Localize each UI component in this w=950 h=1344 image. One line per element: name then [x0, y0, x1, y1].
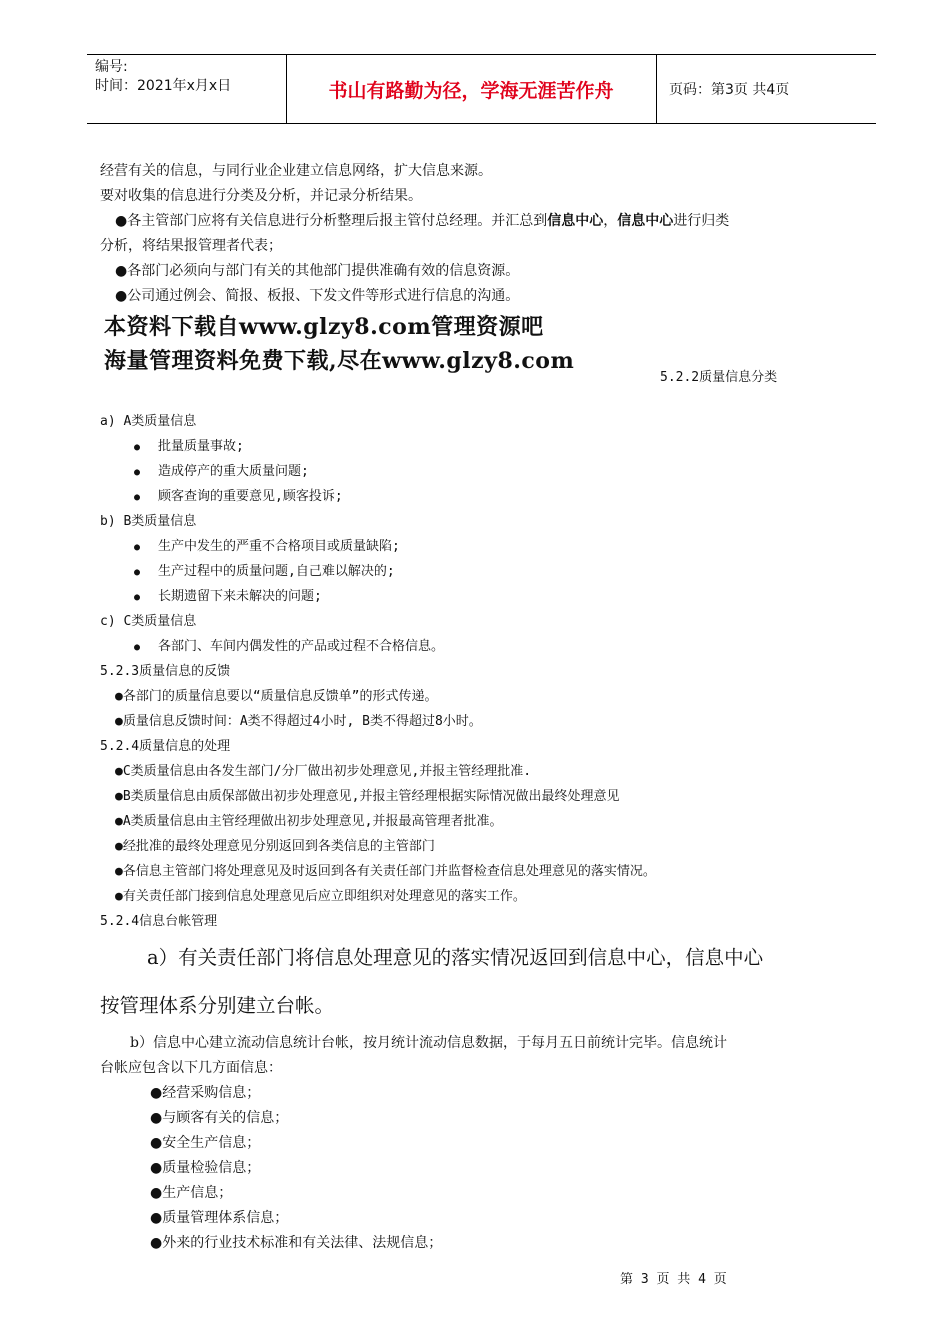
class-a-label: a) A类质量信息: [100, 414, 197, 429]
class-a-item-2: ● 造成停产的重大质量问题;: [134, 464, 309, 479]
class-c-item-1: ● 各部门、车间内偶发性的产品或过程不合格信息。: [134, 639, 445, 654]
ledger-list-item-4: ●质量检验信息；: [150, 1160, 261, 1176]
handling-5: ●各信息主管部门将处理意见及时返回到各有关责任部门并监督检查信息处理意见的落实情况。: [115, 864, 656, 879]
section-5-2-4-ledger: 5.2.4信息台帐管理: [100, 914, 218, 929]
ledger-list-item-1: ●经营采购信息；: [150, 1085, 261, 1101]
ledger-b-line-2: 台帐应包含以下几方面信息：: [100, 1060, 282, 1076]
class-c-label: c) C类质量信息: [100, 614, 197, 629]
bullet-1-continued: 分析，将结果报管理者代表；: [100, 238, 282, 254]
header-divider-right: [656, 55, 657, 123]
handling-2: ●B类质量信息由质保部做出初步处理意见,并报主管经理根据实际情况做出最终处理意见: [115, 789, 620, 804]
bullet-1-post: 进行归类: [673, 213, 730, 229]
bullet-dot-icon: ●: [134, 467, 141, 478]
bullet-1-bold-1: 信息中心: [547, 213, 604, 229]
class-a-item-1: ● 批量质量事故;: [134, 439, 244, 454]
bullet-1-mid: ，: [603, 213, 618, 229]
ledger-list-item-5: ●生产信息；: [150, 1185, 233, 1201]
feedback-1: ●各部门的质量信息要以“质量信息反馈单”的形式传递。: [115, 689, 438, 704]
class-b-item-1: ● 生产中发生的严重不合格项目或质量缺陷;: [134, 539, 400, 554]
bullet-1-pre: ●各主管部门应将有关信息进行分析整理后报主管付总经理。并汇总到: [115, 213, 548, 229]
class-b-label: b) B类质量信息: [100, 514, 197, 529]
bullet-1: [115, 210, 729, 230]
bullet-dot-icon: ●: [134, 442, 141, 453]
class-b-item-3: ● 长期遗留下来未解决的问题;: [134, 589, 322, 604]
bullet-2: ●各部门必须向与部门有关的其他部门提供准确有效的信息资源。: [115, 263, 520, 279]
paragraph-1: 经营有关的信息，与同行业企业建立信息网络，扩大信息来源。: [100, 163, 492, 179]
bullet-dot-icon: ●: [134, 592, 141, 603]
time-label: 时间：2021年x月x日: [95, 78, 232, 94]
ledger-list-item-6: ●质量管理体系信息；: [150, 1210, 289, 1226]
class-a-item-3: ● 顾客查询的重要意见,顾客投诉;: [134, 489, 343, 504]
section-5-2-2: 5.2.2质量信息分类: [660, 370, 778, 385]
serial-label: 编号:: [95, 59, 128, 75]
bullet-3: ●公司通过例会、简报、板报、下发文件等形式进行信息的沟通。: [115, 288, 520, 304]
paragraph-2: 要对收集的信息进行分类及分析，并记录分析结果。: [100, 188, 422, 204]
bullet-dot-icon: ●: [134, 492, 141, 503]
bullet-dot-icon: ●: [134, 567, 141, 578]
handling-4: ●经批准的最终处理意见分别返回到各类信息的主管部门: [115, 839, 435, 854]
page-header: [87, 54, 876, 124]
handling-3: ●A类质量信息由主管经理做出初步处理意见,并报最高管理者批准。: [115, 814, 503, 829]
ad-line-1: 本资料下载自www.glzy8.com管理资源吧: [104, 314, 544, 340]
ledger-list-item-3: ●安全生产信息；: [150, 1135, 261, 1151]
section-5-2-3: 5.2.3质量信息的反馈: [100, 664, 231, 679]
footer-page-number: 第 3 页 共 4 页: [620, 1272, 727, 1287]
bullet-dot-icon: ●: [134, 542, 141, 553]
ledger-list-item-2: ●与顾客有关的信息；: [150, 1110, 289, 1126]
handling-1: ●C类质量信息由各发生部门/分厂做出初步处理意见,并报主管经理批准.: [115, 764, 532, 779]
bullet-1-bold-2: 信息中心: [617, 213, 674, 229]
header-motto: 书山有路勤为径，学海无涯苦作舟: [328, 79, 614, 102]
header-meta: [95, 58, 231, 96]
feedback-2: ●质量信息反馈时间：A类不得超过4小时, B类不得超过8小时。: [115, 714, 482, 729]
header-page-label: 页码：第3页 共4页: [669, 82, 790, 98]
bullet-dot-icon: ●: [134, 642, 141, 653]
ledger-b-line-1: b）信息中心建立流动信息统计台帐，按月统计流动信息数据，于每月五日前统计完毕。信息统计: [130, 1035, 727, 1051]
ledger-a-line-1: a）有关责任部门将信息处理意见的落实情况返回到信息中心，信息中心: [147, 946, 764, 969]
section-5-2-4-handling: 5.2.4质量信息的处理: [100, 739, 231, 754]
handling-6: ●有关责任部门接到信息处理意见后应立即组织对处理意见的落实工作。: [115, 889, 526, 904]
ledger-list-item-7: ●外来的行业技术标准和有关法律、法规信息；: [150, 1235, 443, 1251]
ad-line-2: 海量管理资料免费下载,尽在www.glzy8.com: [104, 348, 575, 374]
class-b-item-2: ● 生产过程中的质量问题,自己难以解决的;: [134, 564, 395, 579]
ledger-a-line-2: 按管理体系分别建立台帐。: [100, 994, 335, 1017]
